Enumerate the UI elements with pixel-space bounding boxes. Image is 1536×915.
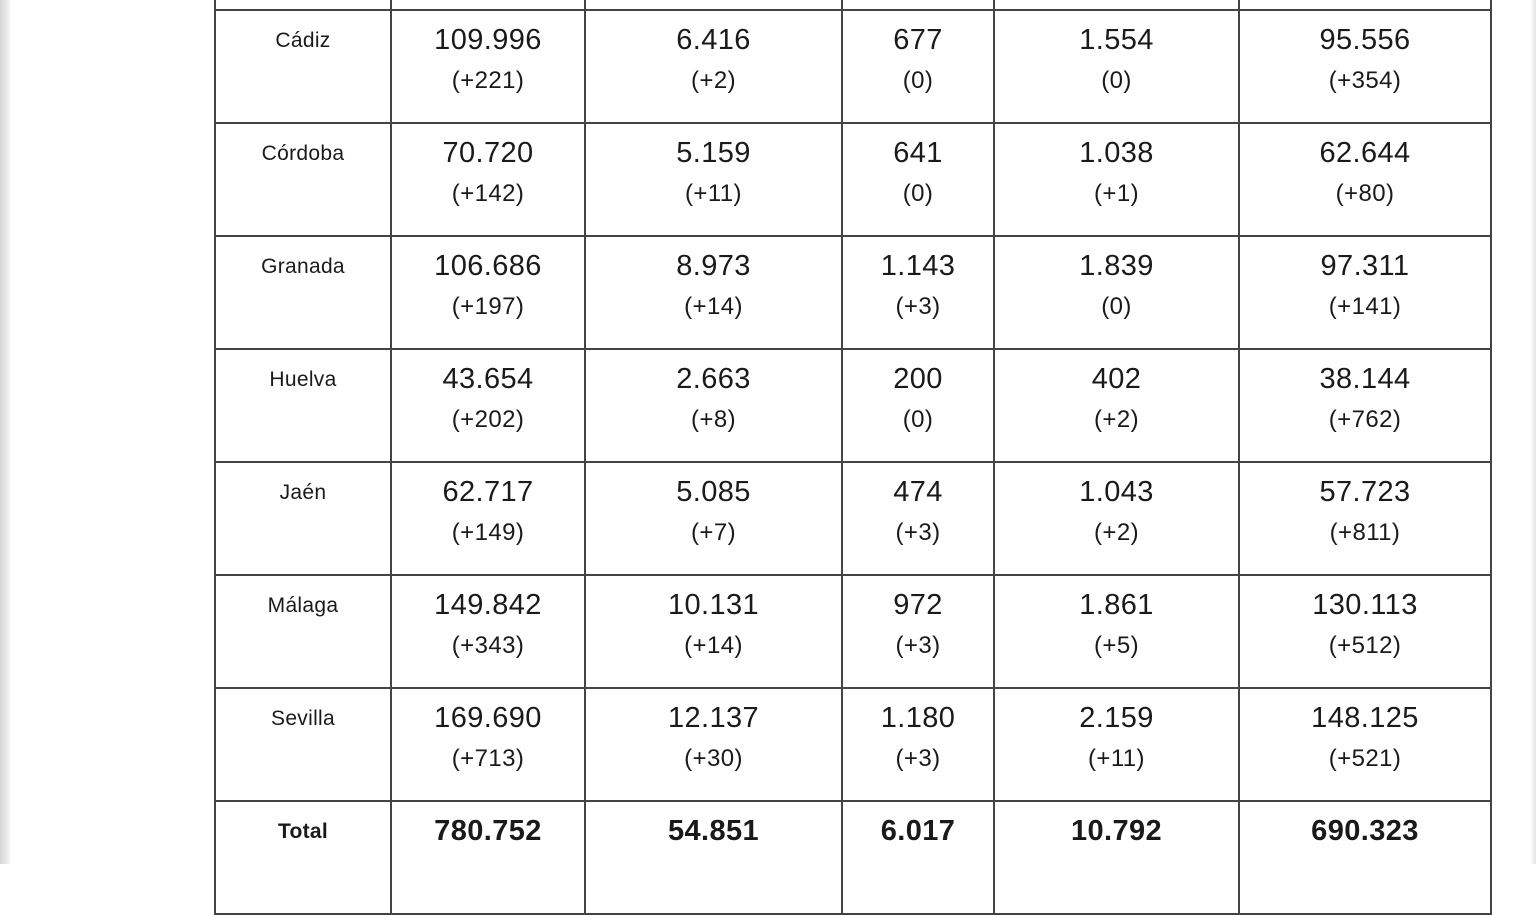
province-name: Granada	[261, 255, 345, 278]
cell-delta: (+11)	[685, 180, 742, 207]
value-cell	[585, 123, 842, 236]
cell-delta: (0)	[902, 67, 934, 94]
value-cell	[585, 688, 842, 801]
cell-delta: (+14)	[684, 293, 743, 320]
cell-delta: (+221)	[451, 67, 525, 94]
cell-value: 5.159	[676, 137, 751, 169]
cell-delta: (+14)	[684, 632, 743, 659]
cell-value: 130.113	[1312, 589, 1418, 621]
cell-value: 62.644	[1319, 137, 1411, 169]
value-cell	[391, 801, 585, 914]
cell-delta: (+521)	[1328, 745, 1402, 772]
data-table-container	[214, 0, 1492, 915]
cell-delta: (+512)	[1328, 632, 1402, 659]
page-left-shadow	[0, 0, 12, 864]
value-cell	[391, 236, 585, 349]
total-value: 54.851	[667, 815, 760, 847]
cell-value: 200	[893, 363, 943, 395]
value-cell	[994, 462, 1239, 575]
province-cell	[215, 123, 391, 236]
value-cell	[1239, 0, 1491, 10]
value-cell	[585, 575, 842, 688]
cell-value: 70.720	[442, 137, 534, 169]
cell-delta: (+30)	[684, 745, 743, 772]
province-cell	[215, 801, 391, 914]
province-name: Málaga	[267, 594, 339, 617]
value-cell	[994, 801, 1239, 914]
province-cell	[215, 236, 391, 349]
cell-delta: (+811)	[1329, 519, 1401, 546]
cell-delta: (+2)	[1094, 406, 1139, 433]
cell-value: 1.143	[880, 250, 956, 282]
table-row	[215, 123, 1491, 236]
cell-value: 2.159	[1079, 702, 1154, 734]
cell-delta: (0)	[1101, 67, 1132, 94]
cell-value: 1.180	[880, 702, 956, 734]
value-cell	[994, 236, 1239, 349]
cell-delta: (+3)	[895, 745, 941, 772]
value-cell	[585, 236, 842, 349]
value-cell	[994, 10, 1239, 123]
value-cell	[994, 0, 1239, 10]
value-cell	[842, 575, 994, 688]
cell-delta: (+2)	[691, 67, 736, 94]
cell-delta: (+80)	[1335, 180, 1395, 207]
province-name: Huelva	[269, 368, 337, 391]
cell-value: 1.038	[1079, 137, 1154, 169]
cell-delta: (0)	[1101, 293, 1132, 320]
cell-delta: (+713)	[451, 745, 525, 772]
value-cell	[585, 801, 842, 914]
value-cell	[391, 575, 585, 688]
cell-value: 62.717	[442, 476, 534, 508]
cell-delta: (+343)	[451, 632, 525, 659]
value-cell	[842, 801, 994, 914]
cell-delta: (0)	[902, 180, 934, 207]
cell-value: 169.690	[434, 702, 542, 734]
cell-value: 6.416	[676, 24, 751, 56]
cell-delta: (+1)	[1094, 180, 1139, 207]
province-name: Jaén	[279, 481, 327, 504]
cell-value: 972	[893, 589, 943, 621]
value-cell	[1239, 801, 1491, 914]
value-cell	[842, 236, 994, 349]
value-cell	[1239, 10, 1491, 123]
cell-value: 10.131	[667, 589, 760, 621]
cell-delta: (+2)	[1094, 519, 1139, 546]
value-cell	[391, 462, 585, 575]
cell-value: 106.686	[434, 250, 542, 282]
cell-delta: (+3)	[895, 519, 941, 546]
cell-delta: (+8)	[691, 406, 736, 433]
cell-delta: (+762)	[1328, 406, 1402, 433]
cell-value: 97.311	[1320, 250, 1410, 282]
data-table	[214, 0, 1492, 915]
cell-value: 1.043	[1079, 476, 1154, 508]
cell-value: 1.839	[1079, 250, 1154, 282]
table-row	[215, 462, 1491, 575]
cell-delta: (+197)	[451, 293, 525, 320]
cell-value: 402	[1091, 363, 1142, 395]
cell-delta: (+142)	[451, 180, 525, 207]
total-label: Total	[277, 820, 329, 843]
value-cell	[842, 123, 994, 236]
value-cell	[842, 688, 994, 801]
value-cell	[842, 10, 994, 123]
cell-value: 148.125	[1311, 702, 1419, 734]
value-cell	[391, 123, 585, 236]
value-cell	[842, 462, 994, 575]
cell-delta: (+7)	[691, 519, 736, 546]
cell-value: 95.556	[1319, 24, 1411, 56]
value-cell	[994, 688, 1239, 801]
cell-delta: (+141)	[1328, 293, 1402, 320]
province-cell	[215, 575, 391, 688]
cell-value: 12.137	[667, 702, 760, 734]
total-value: 6.017	[880, 815, 956, 847]
province-name: Sevilla	[271, 707, 335, 730]
cell-value: 474	[893, 476, 943, 508]
total-value: 690.323	[1311, 815, 1419, 847]
table-row	[215, 0, 1491, 10]
total-value: 10.792	[1070, 815, 1163, 847]
cell-value: 641	[893, 137, 943, 169]
table-row	[215, 10, 1491, 123]
value-cell	[391, 0, 585, 10]
province-cell	[215, 349, 391, 462]
table-row	[215, 688, 1491, 801]
value-cell	[842, 349, 994, 462]
cell-delta: (+149)	[451, 519, 525, 546]
province-cell	[215, 688, 391, 801]
province-cell	[215, 0, 391, 10]
cell-delta: (+3)	[895, 632, 941, 659]
value-cell	[1239, 236, 1491, 349]
province-name: Cádiz	[275, 29, 331, 52]
value-cell	[391, 349, 585, 462]
cell-value: 5.085	[676, 476, 751, 508]
table-body	[215, 0, 1491, 914]
cell-value: 149.842	[434, 589, 542, 621]
cell-delta: (+3)	[895, 293, 941, 320]
value-cell	[391, 10, 585, 123]
cell-value: 57.723	[1319, 476, 1411, 508]
province-name: Córdoba	[261, 142, 345, 165]
total-value: 780.752	[434, 815, 542, 847]
value-cell	[585, 462, 842, 575]
table-row	[215, 236, 1491, 349]
cell-value: 1.554	[1079, 24, 1154, 56]
value-cell	[994, 349, 1239, 462]
value-cell	[1239, 688, 1491, 801]
province-cell	[215, 462, 391, 575]
cell-value: 2.663	[676, 363, 751, 395]
value-cell	[585, 10, 842, 123]
cell-delta: (0)	[902, 406, 934, 433]
cell-delta: (+354)	[1328, 67, 1402, 94]
value-cell	[585, 0, 842, 10]
value-cell	[585, 349, 842, 462]
value-cell	[1239, 123, 1491, 236]
cell-value: 38.144	[1319, 363, 1411, 395]
cell-value: 1.861	[1079, 589, 1154, 621]
province-cell	[215, 10, 391, 123]
cell-delta: (+11)	[1088, 745, 1145, 772]
page-right-shadow	[1530, 0, 1536, 864]
cell-value: 43.654	[442, 363, 534, 395]
cell-value: 109.996	[434, 24, 542, 56]
table-row	[215, 575, 1491, 688]
value-cell	[1239, 575, 1491, 688]
cell-value: 8.973	[676, 250, 751, 282]
value-cell	[1239, 462, 1491, 575]
value-cell	[1239, 349, 1491, 462]
value-cell	[391, 688, 585, 801]
cell-value: 677	[893, 24, 943, 56]
value-cell	[994, 123, 1239, 236]
cell-delta: (+5)	[1094, 632, 1139, 659]
value-cell	[842, 0, 994, 10]
table-row-total	[215, 801, 1491, 914]
value-cell	[994, 575, 1239, 688]
table-row	[215, 349, 1491, 462]
cell-delta: (+202)	[451, 406, 525, 433]
